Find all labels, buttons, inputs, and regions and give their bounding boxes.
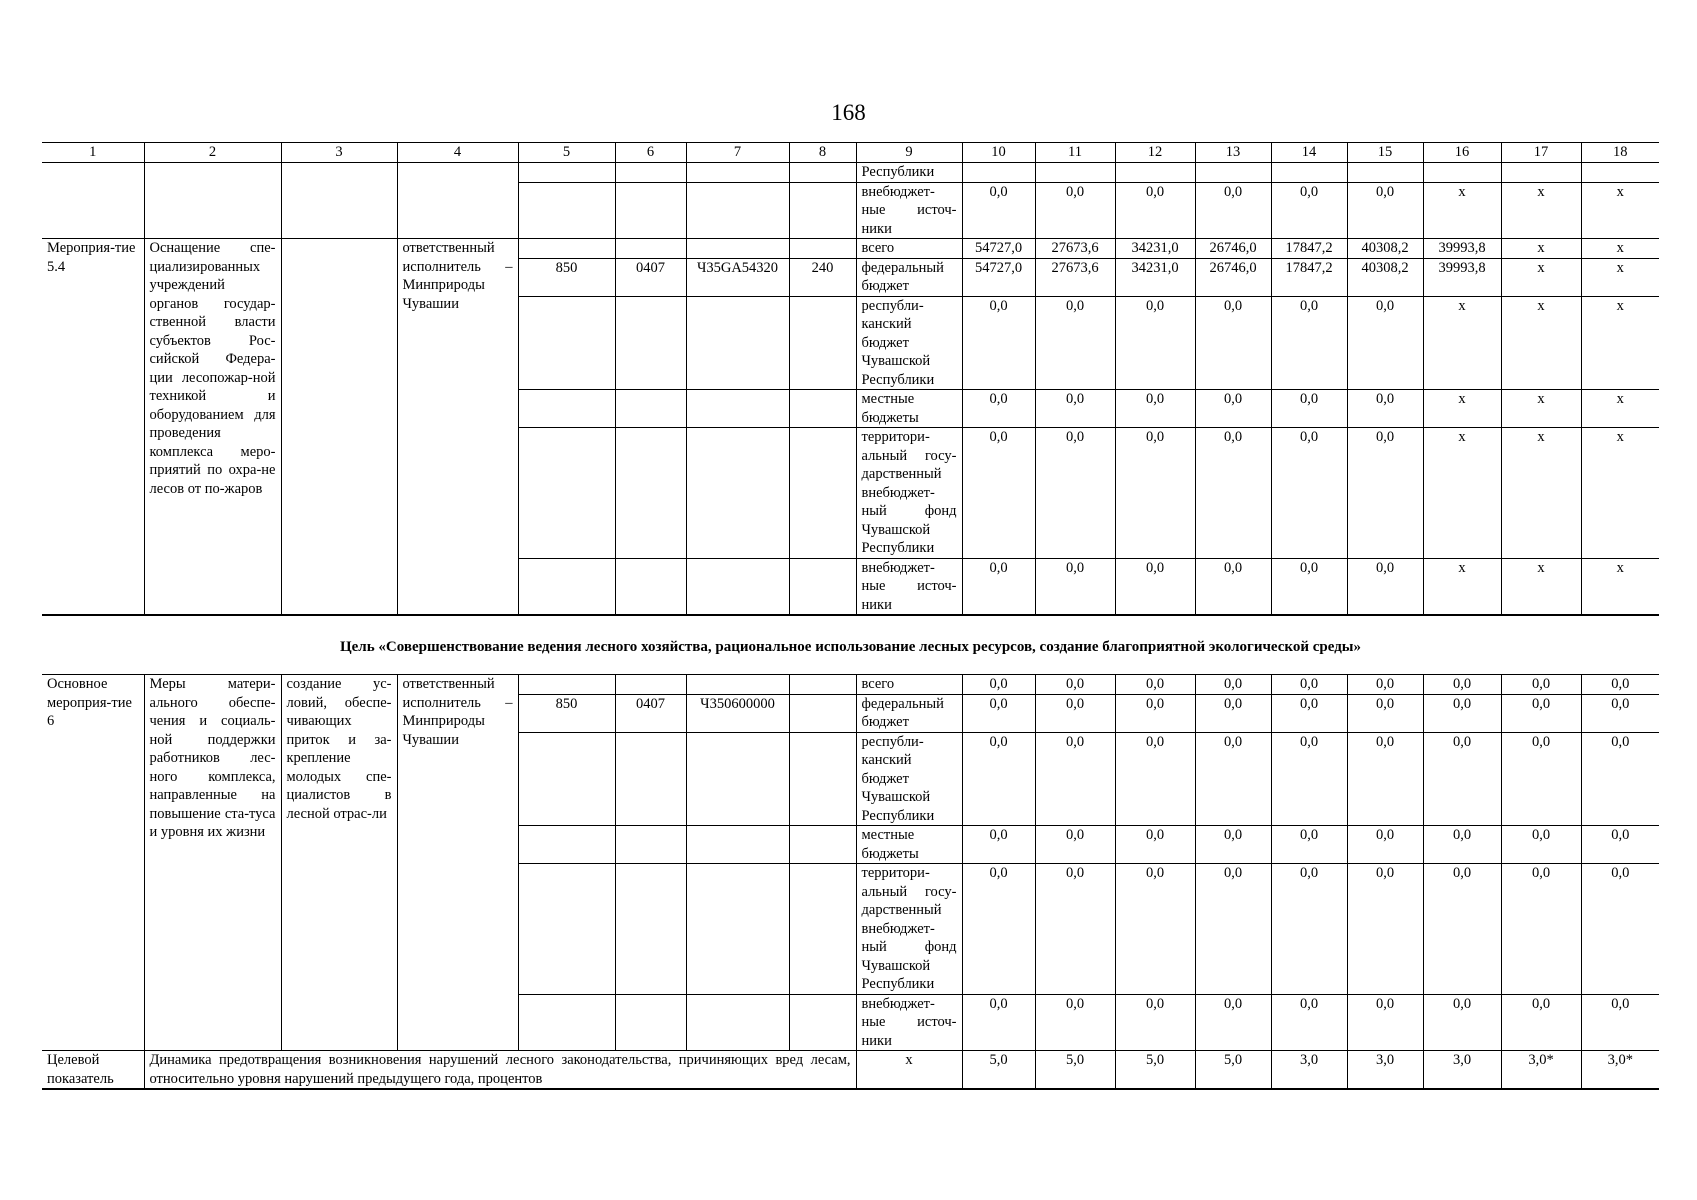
column-header: 2 (144, 143, 281, 163)
grbs-code: 850 (518, 258, 615, 296)
value-cell: 0,0 (1581, 675, 1659, 695)
value-cell: 0,0 (1347, 732, 1423, 826)
budget-code-cell (615, 182, 686, 239)
funding-source: местные бюджеты (856, 390, 962, 428)
indicator-source: x (856, 1051, 962, 1090)
activity-code: Основное мероприя-тие 6 (42, 675, 144, 1051)
value-cell: x (1423, 182, 1501, 239)
value-cell: 0,0 (1115, 428, 1195, 559)
budget-code-cell (518, 163, 615, 183)
budget-code-cell (789, 675, 856, 695)
column-header: 15 (1347, 143, 1423, 163)
budget-code-cell (789, 732, 856, 826)
indicator-value: 5,0 (1035, 1051, 1115, 1090)
value-cell: 0,0 (1195, 864, 1271, 995)
value-cell: 0,0 (1347, 994, 1423, 1051)
value-cell: 0,0 (1423, 864, 1501, 995)
value-cell: 39993,8 (1423, 239, 1501, 259)
grbs-code: 850 (518, 694, 615, 732)
value-cell (1423, 163, 1501, 183)
value-cell: x (1581, 390, 1659, 428)
value-cell (1115, 163, 1195, 183)
budget-code-cell (686, 428, 789, 559)
budget-code-cell (789, 826, 856, 864)
budget-code-cell (518, 864, 615, 995)
rzpr-code: 0407 (615, 694, 686, 732)
value-cell: 0,0 (1581, 732, 1659, 826)
value-cell: 0,0 (1115, 182, 1195, 239)
column-header: 11 (1035, 143, 1115, 163)
budget-code-cell (615, 296, 686, 390)
value-cell (1035, 163, 1115, 183)
value-cell: 0,0 (962, 558, 1035, 615)
value-cell: 26746,0 (1195, 258, 1271, 296)
value-cell: 0,0 (1115, 994, 1195, 1051)
funding-source: территори-альный госу-дарственный внебюджет-ный фонд Чувашской Республики (856, 428, 962, 559)
budget-code-cell (518, 732, 615, 826)
value-cell: 0,0 (962, 732, 1035, 826)
value-cell: x (1501, 258, 1581, 296)
budget-code-cell (615, 864, 686, 995)
value-cell: 0,0 (1501, 826, 1581, 864)
value-cell: 0,0 (1271, 296, 1347, 390)
indicator-value: 3,0 (1271, 1051, 1347, 1090)
table-row (42, 675, 1659, 695)
value-cell: 0,0 (1271, 390, 1347, 428)
value-cell: 0,0 (1347, 694, 1423, 732)
budget-code-cell (686, 558, 789, 615)
value-cell: 0,0 (1347, 826, 1423, 864)
value-cell: 54727,0 (962, 239, 1035, 259)
budget-code-cell (789, 390, 856, 428)
value-cell: x (1423, 296, 1501, 390)
funding-source: Республики (856, 163, 962, 183)
value-cell: 0,0 (1035, 296, 1115, 390)
column-header: 10 (962, 143, 1035, 163)
activity-goal: создание ус-ловий, обеспе-чивающих приток и за-крепление молодых спе-циалистов в лесной отрас-ли (281, 675, 397, 1051)
indicator-value: 3,0 (1423, 1051, 1501, 1090)
budget-code-cell (615, 558, 686, 615)
value-cell: 17847,2 (1271, 239, 1347, 259)
executor: ответственный исполнитель – Минприроды Чувашии (397, 239, 518, 616)
value-cell: 0,0 (1581, 864, 1659, 995)
value-cell: 0,0 (1035, 428, 1115, 559)
value-cell: 0,0 (1347, 864, 1423, 995)
value-cell: 0,0 (1423, 994, 1501, 1051)
value-cell: x (1423, 558, 1501, 615)
value-cell: 0,0 (962, 994, 1035, 1051)
column-header: 13 (1195, 143, 1271, 163)
value-cell: 0,0 (1035, 694, 1115, 732)
value-cell: 40308,2 (1347, 239, 1423, 259)
value-cell: 0,0 (1115, 675, 1195, 695)
value-cell: x (1581, 182, 1659, 239)
funding-source: республи-канский бюджет Чувашской Республики (856, 732, 962, 826)
value-cell: 0,0 (962, 296, 1035, 390)
value-cell: 0,0 (1501, 864, 1581, 995)
value-cell: 0,0 (1115, 558, 1195, 615)
value-cell: 0,0 (1195, 182, 1271, 239)
funding-source: федеральный бюджет (856, 258, 962, 296)
value-cell: 0,0 (1115, 826, 1195, 864)
value-cell: 0,0 (1195, 994, 1271, 1051)
value-cell: 0,0 (1581, 694, 1659, 732)
indicator-label: Целевой показатель (42, 1051, 144, 1090)
value-cell: 0,0 (1501, 994, 1581, 1051)
value-cell: 0,0 (1195, 826, 1271, 864)
value-cell: x (1581, 258, 1659, 296)
column-header: 9 (856, 143, 962, 163)
budget-code-cell (686, 732, 789, 826)
value-cell: 0,0 (962, 428, 1035, 559)
value-cell: x (1581, 558, 1659, 615)
funding-source: всего (856, 675, 962, 695)
budget-code-cell (615, 826, 686, 864)
value-cell: 0,0 (1347, 675, 1423, 695)
value-cell: 0,0 (1423, 694, 1501, 732)
value-cell: 0,0 (1271, 428, 1347, 559)
value-cell: x (1501, 296, 1581, 390)
value-cell: 0,0 (1501, 732, 1581, 826)
value-cell: 0,0 (1195, 694, 1271, 732)
budget-code-cell (789, 428, 856, 559)
budget-code-cell (518, 296, 615, 390)
budget-code-cell (789, 296, 856, 390)
value-cell: 0,0 (1195, 390, 1271, 428)
value-cell: 0,0 (962, 826, 1035, 864)
funding-source: внебюджет-ные источ-ники (856, 994, 962, 1051)
value-cell: 0,0 (1115, 390, 1195, 428)
indicator-value: 5,0 (962, 1051, 1035, 1090)
budget-code-cell (615, 390, 686, 428)
budget-code-cell (615, 428, 686, 559)
value-cell: 0,0 (1271, 732, 1347, 826)
activity-goal (281, 239, 397, 616)
value-cell: 0,0 (1271, 558, 1347, 615)
budget-code-cell (789, 239, 856, 259)
value-cell: 0,0 (1581, 826, 1659, 864)
column-header: 17 (1501, 143, 1581, 163)
activity-code (42, 163, 144, 239)
funding-source: территори-альный госу-дарственный внебюджет-ный фонд Чувашской Республики (856, 864, 962, 995)
value-cell: 0,0 (1501, 694, 1581, 732)
budget-code-cell (686, 994, 789, 1051)
value-cell: 54727,0 (962, 258, 1035, 296)
value-cell: 0,0 (1271, 864, 1347, 995)
value-cell: 26746,0 (1195, 239, 1271, 259)
budget-code-cell (615, 163, 686, 183)
value-cell: x (1501, 182, 1581, 239)
budget-code-cell (518, 182, 615, 239)
budget-code-cell (615, 239, 686, 259)
value-cell: 0,0 (1035, 826, 1115, 864)
value-cell: 0,0 (1347, 390, 1423, 428)
value-cell: 0,0 (1035, 182, 1115, 239)
budget-code-cell (789, 163, 856, 183)
budget-code-cell (686, 163, 789, 183)
activity-name (144, 163, 281, 239)
budget-code-cell (789, 994, 856, 1051)
value-cell (1501, 163, 1581, 183)
column-header: 8 (789, 143, 856, 163)
funding-source: внебюджет-ные источ-ники (856, 182, 962, 239)
table-row (42, 239, 1659, 259)
value-cell: 0,0 (1581, 994, 1659, 1051)
value-cell: 0,0 (1195, 558, 1271, 615)
value-cell: 0,0 (1347, 296, 1423, 390)
csr-code: Ч350600000 (686, 694, 789, 732)
value-cell: 0,0 (1195, 732, 1271, 826)
budget-code-cell (615, 732, 686, 826)
vr-code: 240 (789, 258, 856, 296)
value-cell: 0,0 (1115, 296, 1195, 390)
value-cell: x (1501, 239, 1581, 259)
value-cell: x (1501, 390, 1581, 428)
vr-code (789, 694, 856, 732)
value-cell: 0,0 (1271, 675, 1347, 695)
value-cell: x (1423, 390, 1501, 428)
value-cell: 0,0 (962, 390, 1035, 428)
indicator-row (42, 1051, 1659, 1090)
value-cell: 0,0 (1035, 558, 1115, 615)
budget-code-cell (686, 826, 789, 864)
funding-source: федеральный бюджет (856, 694, 962, 732)
budget-code-cell (518, 428, 615, 559)
column-header: 3 (281, 143, 397, 163)
indicator-value: 5,0 (1195, 1051, 1271, 1090)
value-cell: 0,0 (962, 182, 1035, 239)
budget-code-cell (615, 994, 686, 1051)
value-cell: x (1501, 428, 1581, 559)
value-cell: 0,0 (1501, 675, 1581, 695)
budget-code-cell (686, 239, 789, 259)
indicator-value: 3,0* (1501, 1051, 1581, 1090)
value-cell (1581, 163, 1659, 183)
budget-code-cell (518, 675, 615, 695)
executor: ответственный исполнитель – Минприроды Чувашии (397, 675, 518, 1051)
budget-code-cell (686, 675, 789, 695)
budget-code-cell (518, 390, 615, 428)
value-cell: 0,0 (1347, 558, 1423, 615)
funding-source: республи-канский бюджет Чувашской Республики (856, 296, 962, 390)
value-cell: 34231,0 (1115, 258, 1195, 296)
column-header: 18 (1581, 143, 1659, 163)
value-cell: 0,0 (1347, 428, 1423, 559)
budget-table-section-a (42, 142, 1659, 616)
activity-code: Мероприя-тие 5.4 (42, 239, 144, 616)
column-header: 1 (42, 143, 144, 163)
value-cell: 40308,2 (1347, 258, 1423, 296)
value-cell (1195, 163, 1271, 183)
value-cell: 0,0 (1035, 864, 1115, 995)
page-number: 168 (831, 100, 866, 125)
value-cell: 0,0 (1115, 732, 1195, 826)
value-cell: 0,0 (962, 694, 1035, 732)
activity-name: Меры матери-ального обеспе-чения и социаль-ной поддержки работников лес-ного комплекса, направленные на повышение ста-туса и уровня их жизни (144, 675, 281, 1051)
budget-table-section-b (42, 674, 1659, 1090)
column-header: 14 (1271, 143, 1347, 163)
rzpr-code: 0407 (615, 258, 686, 296)
budget-code-cell (789, 558, 856, 615)
value-cell: 0,0 (1423, 826, 1501, 864)
budget-code-cell (686, 296, 789, 390)
table-row (42, 163, 1659, 183)
budget-code-cell (686, 182, 789, 239)
column-header: 16 (1423, 143, 1501, 163)
goal-heading: Цель «Совершенствование ведения лесного хозяйства, рациональное использование лесных ресурсов, создание благоприятной экологической среды» (339, 639, 1362, 655)
budget-code-cell (789, 864, 856, 995)
value-cell: 0,0 (1035, 675, 1115, 695)
value-cell: 39993,8 (1423, 258, 1501, 296)
value-cell: 34231,0 (1115, 239, 1195, 259)
value-cell: 0,0 (1035, 994, 1115, 1051)
value-cell: 0,0 (962, 675, 1035, 695)
value-cell: 0,0 (1035, 732, 1115, 826)
value-cell: 0,0 (1271, 694, 1347, 732)
value-cell: 0,0 (962, 864, 1035, 995)
value-cell: 0,0 (1271, 994, 1347, 1051)
value-cell: 0,0 (1423, 675, 1501, 695)
indicator-value: 3,0* (1581, 1051, 1659, 1090)
budget-code-cell (686, 390, 789, 428)
value-cell: 17847,2 (1271, 258, 1347, 296)
budget-code-cell (518, 994, 615, 1051)
value-cell: 0,0 (1115, 864, 1195, 995)
budget-code-cell (518, 239, 615, 259)
value-cell: 0,0 (1423, 732, 1501, 826)
value-cell: x (1501, 558, 1581, 615)
value-cell: x (1581, 239, 1659, 259)
activity-goal (281, 163, 397, 239)
indicator-value: 5,0 (1115, 1051, 1195, 1090)
budget-code-cell (615, 675, 686, 695)
value-cell: x (1581, 296, 1659, 390)
value-cell: 0,0 (1195, 675, 1271, 695)
value-cell: 0,0 (1195, 296, 1271, 390)
column-header: 7 (686, 143, 789, 163)
column-header-row (42, 143, 1659, 163)
value-cell (1347, 163, 1423, 183)
column-header: 12 (1115, 143, 1195, 163)
funding-source: всего (856, 239, 962, 259)
column-header: 5 (518, 143, 615, 163)
budget-code-cell (518, 826, 615, 864)
funding-source: местные бюджеты (856, 826, 962, 864)
value-cell (1271, 163, 1347, 183)
budget-code-cell (518, 558, 615, 615)
csr-code: Ч35GA54320 (686, 258, 789, 296)
executor (397, 163, 518, 239)
value-cell: x (1423, 428, 1501, 559)
budget-code-cell (686, 864, 789, 995)
activity-name: Оснащение спе-циализированных учреждений органов государ-ственной власти субъектов Рос-сийской Федера-ции лесопожар-ной техникой и оборудованием для проведения комплекса меро-приятий по охра-не лесов от по-жаров (144, 239, 281, 616)
budget-code-cell (789, 182, 856, 239)
indicator-value: 3,0 (1347, 1051, 1423, 1090)
column-header: 6 (615, 143, 686, 163)
value-cell: 0,0 (1271, 182, 1347, 239)
funding-source: внебюджет-ные источ-ники (856, 558, 962, 615)
value-cell: 0,0 (1195, 428, 1271, 559)
value-cell: 0,0 (1271, 826, 1347, 864)
value-cell: 27673,6 (1035, 258, 1115, 296)
value-cell: 0,0 (1035, 390, 1115, 428)
value-cell (962, 163, 1035, 183)
column-header: 4 (397, 143, 518, 163)
value-cell: 27673,6 (1035, 239, 1115, 259)
value-cell: x (1581, 428, 1659, 559)
value-cell: 0,0 (1115, 694, 1195, 732)
indicator-text: Динамика предотвращения возникновения нарушений лесного законодательства, причиняющих вред лесам, относительно уровня нарушений предыдущего года, процентов (144, 1051, 856, 1090)
value-cell: 0,0 (1347, 182, 1423, 239)
